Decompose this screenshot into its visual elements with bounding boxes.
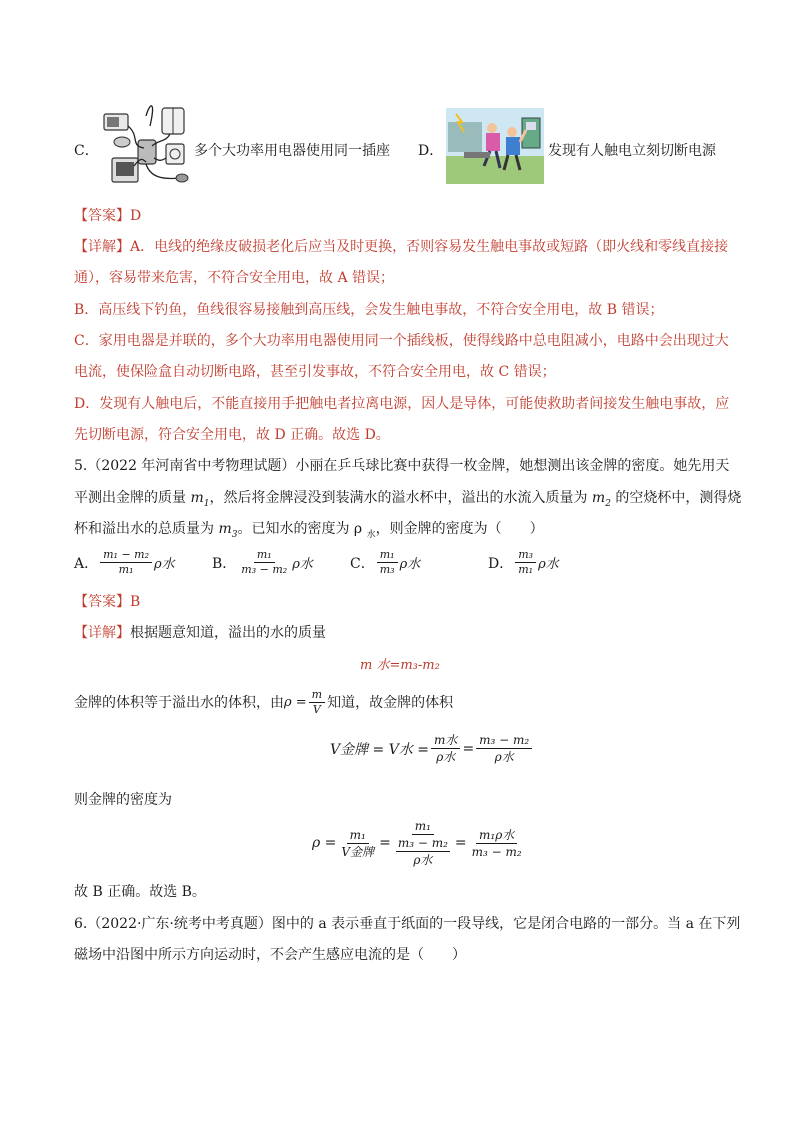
q5-stem-text: 。已知水的密度为 ρ [237, 521, 367, 537]
density-fraction-2: m₁ m₃ − m₂ ρ水 [397, 819, 448, 867]
q5-detail-tag: 【详解】 [74, 625, 130, 641]
option-c-text: 多个大功率用电器使用同一插座 [194, 143, 390, 159]
q5-density-text: 则金牌的密度为 [74, 792, 172, 808]
q5-density-equation: ρ = $\frac{\text{m₁}}{\text{V金牌}}$ = m₁ m₃ − m₂ ρ水 = $\frac{\text{m₁ρ水}}{\text{m₃ − m₂}}$ [312, 818, 527, 868]
rho-water: ρ水 [154, 557, 175, 572]
m1-symbol: $m_1$ [190, 490, 210, 509]
density-fraction-1: $\frac{\text{m₁}}{\text{V金牌}}$ [341, 827, 375, 859]
q4-detail-tag: 【详解】 [74, 239, 130, 255]
q5-detail-text: 根据题意知道，溢出的水的质量 [130, 625, 326, 641]
q4-detail-line-2: 通），容易带来危害，不符合安全用电，故 A 错误； [74, 270, 395, 286]
water-subscript: 水 [366, 529, 376, 540]
m3-symbol: $m_3$ [218, 521, 238, 540]
rescue-image [446, 108, 544, 184]
q4-detail-line-6: D．发现有人触电后，不能直接用手把触电者拉离电源，因人是导体，可能使救助者间接发生触电事故，应 [74, 396, 730, 412]
q6-stem-line-1: 6.（2022·广东·统考中考真题）图中的 a 表示垂直于纸面的一段导线，它是闭合电路的一部分。当 a 在下列 [74, 916, 741, 932]
q5-stem-text: 杯和溢出水的总质量为 [74, 521, 219, 537]
m2-symbol: $m_2$ [591, 490, 611, 509]
rho-water: ρ水 [538, 557, 559, 572]
rho-water: ρ水 [399, 557, 421, 572]
q4-detail-line-3: B．高压线下钓鱼，鱼线很容易接触到高压线，会发生触电事故，不符合安全用电，故 B 错误； [74, 302, 664, 318]
q4-detail-line-4: C．家用电器是并联的，多个大功率用电器使用同一个插线板，使得线路中总电阻减小，电路中会出现过大 [74, 333, 729, 349]
rho-symbol: ρ = [284, 694, 307, 710]
q5-stem-text: 平测出金牌的质量 [74, 490, 191, 506]
q4-detail-text: A．电线的绝缘皮破损老化后应当及时更换，否则容易发生触电事故或短路（即火线和零线直接接 [130, 239, 729, 255]
q5-stem-text: ，则金牌的密度为（ ） [375, 521, 544, 537]
q5-stem-line-2 [74, 488, 741, 514]
option-d-fraction: $\frac{\text{m₃}}{\text{m₁}}$ [515, 548, 536, 577]
q6-stem-line-2: 磁场中沿图中所示方向运动时，不会产生感应电流的是（ ） [74, 947, 466, 963]
density-fraction-3: $\frac{\text{m₁ρ水}}{\text{m₃ − m₂}}$ [471, 827, 522, 859]
q5-volume-line: 金牌的体积等于溢出水的体积，由 ρ = $\frac{m}{V}$ 知道，故金牌的体积 [74, 688, 454, 716]
q4-answer: 【答案】D [74, 208, 142, 224]
q5-volume-equation: V金牌 = V水 = $\frac{\text{m水}}{\text{ρ水}}$ = $\frac{\text{m₃ − m₂}}{\text{ρ水}}$ [330, 732, 534, 765]
q5-stem-line-3 [74, 519, 544, 545]
option-c-label: C． [74, 143, 99, 159]
option-a-fraction: $\frac{\text{m₁ − m₂}}{\text{m₁}}$ [100, 548, 152, 577]
q5-conclusion: 故 B 正确。故选 B。 [74, 884, 206, 900]
q5-detail-line-1 [74, 623, 326, 643]
rho-water: ρ水 [292, 557, 313, 572]
option-c-fraction: $\frac{\text{m₁}}{\text{m₃}}$ [377, 548, 398, 577]
option-d-text: 发现有人触电立刻切断电源 [548, 143, 716, 159]
q5-stem-line-1: 5.（2022 年河南省中考物理试题）小丽在乒乓球比赛中获得一枚金牌，她想测出该金牌的密度。她先用天 [74, 458, 730, 474]
rho-definition-fraction: $\frac{m}{V}$ [309, 688, 325, 717]
volume-fraction-2: $\frac{\text{m₃ − m₂}}{\text{ρ水}}$ [476, 732, 532, 765]
q5-option-d[interactable]: D． $\frac{\text{m₃}}{\text{m₁}}$ ρ水 [488, 548, 559, 576]
q5-answer: 【答案】B [74, 594, 141, 610]
q5-option-b[interactable]: B． $\frac{\text{m₁}}{\text{m₃ − m₂}}$ ρ水 [212, 548, 313, 576]
q5-option-c[interactable]: C． $\frac{\text{m₁}}{\text{m₃}}$ ρ水 [350, 548, 421, 576]
q5-stem-text: ，然后将金牌浸没到装满水的溢水杯中，溢出的水流入质量为 [209, 490, 592, 506]
volume-fraction-1: $\frac{\text{m水}}{\text{ρ水}}$ [431, 732, 460, 765]
q5-stem-text: 的空烧杯中，测得烧 [610, 490, 742, 506]
q5-option-a[interactable]: A． $\frac{\text{m₁ − m₂}}{\text{m₁}}$ ρ水 [74, 548, 175, 576]
q4-detail-line-7: 先切断电源，符合安全用电，故 D 正确。故选 D。 [74, 427, 390, 443]
option-d-label: D． [418, 143, 444, 159]
appliances-image [100, 96, 192, 190]
q4-detail-line-5: 电流，使保险盒自动切断电路，甚至引发事故，不符合安全用电，故 C 错误； [74, 364, 556, 380]
q4-detail-line-1 [74, 237, 728, 257]
option-b-fraction: $\frac{\text{m₁}}{\text{m₃ − m₂}}$ [241, 548, 288, 576]
q5-equation-1: m 水=m₃-m₂ [360, 658, 440, 673]
